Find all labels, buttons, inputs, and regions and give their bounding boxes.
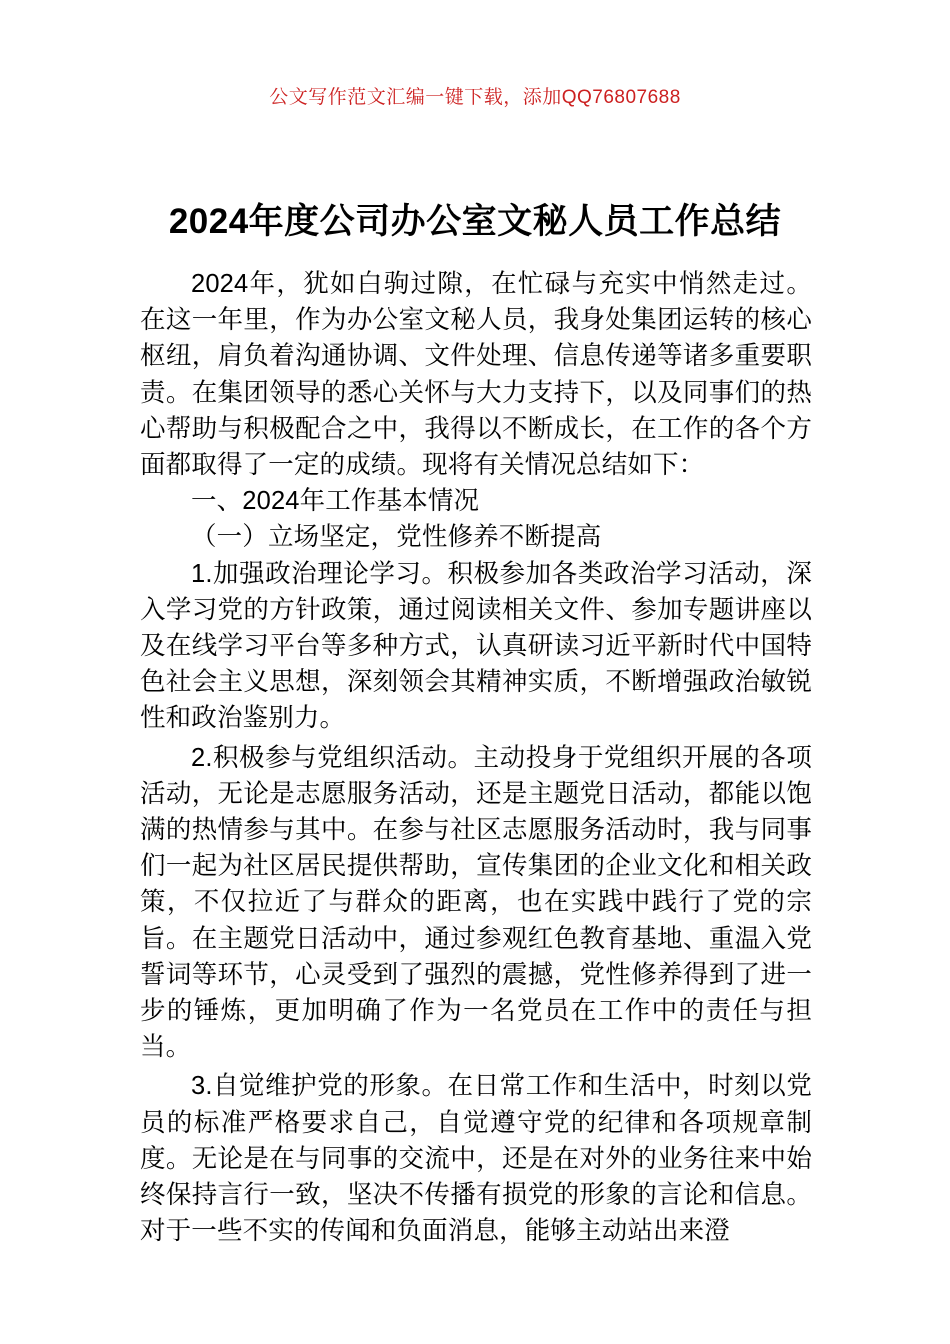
document-body	[140, 266, 812, 1249]
section-heading-1: 一、2024年工作基本情况	[191, 487, 480, 516]
subsection-heading-1-1: （一）立场坚定，党性修养不断提高	[191, 523, 602, 552]
promo-banner-text: 公文写作范文汇编一键下载，添加QQ76807688	[269, 87, 681, 108]
paragraph-item-2: 2.积极参与党组织活动。主动投身于党组织开展的各项活动，无论是志愿服务活动，还是主题党日活动，都能以饱满的热情参与其中。在参与社区志愿服务活动时，我与同事们一起为社区居民提供帮助，宣传集团的企业文化和相关政策，不仅拉近了与群众的距离，也在实践中践行了党的宗旨。在主题党日活动中，通过参观红色教育基地、重温入党誓词等环节，心灵受到了强烈的震撼，党性修养得到了进一步的锤炼，更加明确了作为一名党员在工作中的责任与担当。	[140, 743, 812, 1062]
page-title: 2024年度公司办公室文秘人员工作总结	[168, 202, 782, 242]
paragraph-intro: 2024年，犹如白驹过隙，在忙碌与充实中悄然走过。在这一年里，作为办公室文秘人员，我身处集团运转的核心枢纽，肩负着沟通协调、文件处理、信息传递等诸多重要职责。在集团领导的悉心关怀与大力支持下，以及同事们的热心帮助与积极配合之中，我得以不断成长，在工作的各个方面都取得了一定的成绩。现将有关情况总结如下：	[140, 270, 812, 480]
paragraph-item-3: 3.自觉维护党的形象。在日常工作和生活中，时刻以党员的标准严格要求自己，自觉遵守党的纪律和各项规章制度。无论是在与同事的交流中，还是在对外的业务往来中始终保持言行一致，坚决不传播有损党的形象的言论和信息。对于一些不实的传闻和负面消息，能够主动站出来澄	[140, 1072, 812, 1246]
paragraph-item-1: 1.加强政治理论学习。积极参加各类政治学习活动，深入学习党的方针政策，通过阅读相关文件、参加专题讲座以及在线学习平台等多种方式，认真研读习近平新时代中国特色社会主义思想，深刻领会其精神实质，不断增强政治敏锐性和政治鉴别力。	[140, 559, 812, 733]
